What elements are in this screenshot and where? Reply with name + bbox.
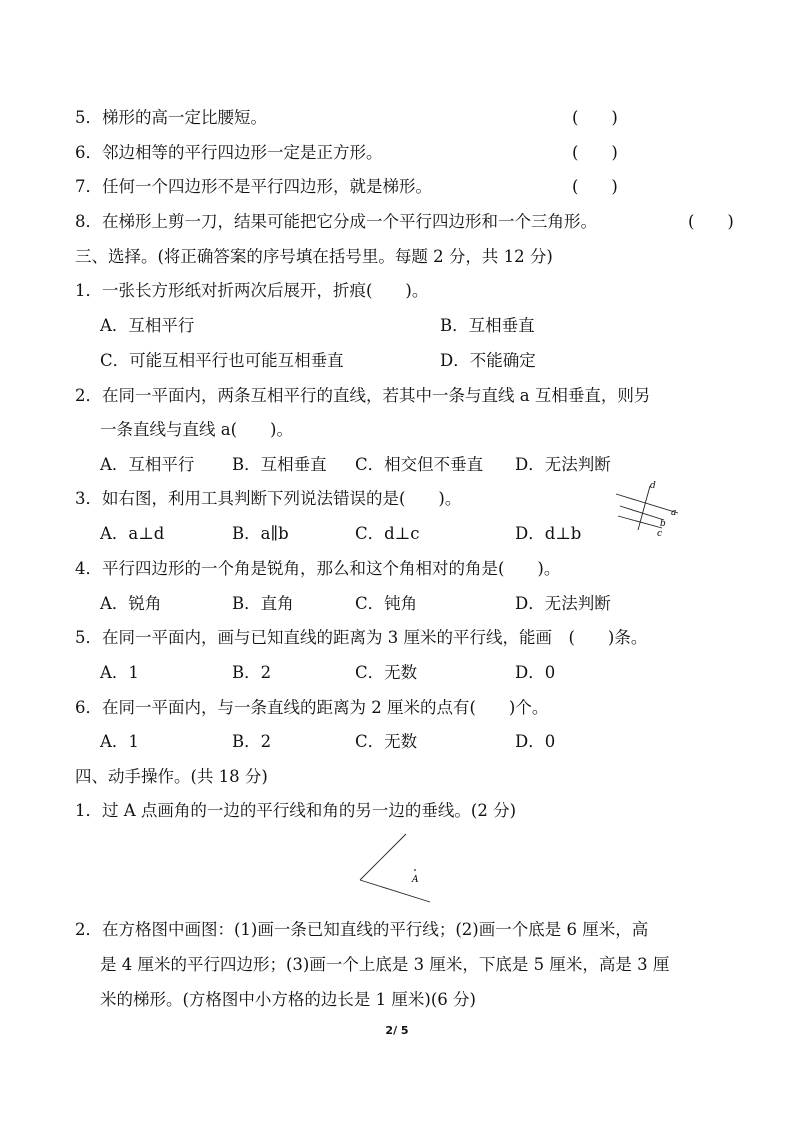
- q3-3-option-a: A．a⊥d: [100, 524, 165, 543]
- answer-paren-6[interactable]: ( ): [572, 143, 618, 162]
- q3-5-option-a: A．1: [100, 663, 139, 682]
- answer-paren-8[interactable]: ( ): [688, 212, 734, 231]
- point-a-label: A: [412, 875, 419, 885]
- page-number: 2/ 5: [385, 1024, 409, 1037]
- section-4-title: 四、动手操作。(共 18 分): [75, 767, 268, 786]
- q3-5-option-d: D．0: [515, 663, 556, 682]
- angle-ray-lower: [360, 880, 430, 902]
- q3-1-option-b: B．互相垂直: [440, 316, 535, 335]
- judge-item-8: 8．在梯形上剪一刀，结果可能把它分成一个平行四边形和一个三角形。: [75, 212, 597, 231]
- judge-item-6: 6．邻边相等的平行四边形一定是正方形。: [75, 143, 383, 162]
- label-a: a: [671, 508, 677, 518]
- question-4-2-line3: 米的梯形。(方格图中小方格的边长是 1 厘米)(6 分): [100, 990, 476, 1009]
- q3-4-option-c: C．钝角: [355, 594, 418, 613]
- lines-figure: [608, 476, 688, 540]
- question-3-1: 1．一张长方形纸对折两次后展开，折痕( )。: [75, 281, 429, 300]
- angle-ray-upper: [360, 834, 406, 880]
- question-3-5: 5．在同一平面内，画与已知直线的距离为 3 厘米的平行线，能画 ( )条。: [75, 628, 648, 647]
- q3-5-option-c: C．无数: [355, 663, 418, 682]
- judge-item-7: 7．任何一个四边形不是平行四边形，就是梯形。: [75, 177, 432, 196]
- question-3-2-line2: 一条直线与直线 a( )。: [100, 420, 293, 439]
- q3-2-option-a: A．互相平行: [100, 455, 195, 474]
- label-c: c: [657, 529, 663, 539]
- line-c: [618, 516, 662, 528]
- q3-3-option-c: C．d⊥c: [355, 524, 420, 543]
- q3-6-option-a: A．1: [100, 732, 139, 751]
- question-4-2-line1: 2．在方格图中画图：(1)画一条已知直线的平行线；(2)画一个底是 6 厘米，高: [75, 920, 649, 939]
- q3-4-option-d: D．无法判断: [515, 594, 611, 613]
- q3-6-option-b: B．2: [232, 732, 272, 751]
- answer-paren-7[interactable]: ( ): [572, 177, 618, 196]
- question-3-4: 4．平行四边形的一个角是锐角，那么和这个角相对的角是( )。: [75, 559, 561, 578]
- point-a-dot: [414, 869, 416, 871]
- section-3-title: 三、选择。(将正确答案的序号填在括号里。每题 2 分，共 12 分): [75, 247, 553, 266]
- label-b: b: [660, 519, 666, 529]
- q3-6-option-d: D．0: [515, 732, 556, 751]
- q3-1-option-c: C．可能互相平行也可能互相垂直: [100, 351, 344, 370]
- question-4-1: 1．过 A 点画角的一边的平行线和角的另一边的垂线。(2 分): [75, 801, 517, 820]
- question-3-2-line1: 2．在同一平面内，两条互相平行的直线，若其中一条与直线 a 互相垂直，则另: [75, 386, 651, 405]
- q3-3-option-b: B．a∥b: [232, 524, 289, 543]
- q3-2-option-c: C．相交但不垂直: [355, 455, 484, 474]
- q3-4-option-b: B．直角: [232, 594, 294, 613]
- q3-6-option-c: C．无数: [355, 732, 418, 751]
- q3-2-option-b: B．互相垂直: [232, 455, 327, 474]
- q3-3-option-d: D．d⊥b: [515, 524, 582, 543]
- angle-figure: [350, 830, 440, 906]
- q3-2-option-d: D．无法判断: [515, 455, 611, 474]
- q3-5-option-b: B．2: [232, 663, 272, 682]
- judge-item-5: 5．梯形的高一定比腰短。: [75, 108, 267, 127]
- label-d: d: [650, 481, 656, 491]
- answer-paren-5[interactable]: ( ): [572, 108, 618, 127]
- question-3-6: 6．在同一平面内，与一条直线的距离为 2 厘米的点有( )个。: [75, 698, 549, 717]
- question-4-2-line2: 是 4 厘米的平行四边形；(3)画一个上底是 3 厘米，下底是 5 厘米，高是 3 厘: [100, 955, 670, 974]
- q3-1-option-a: A．互相平行: [100, 316, 195, 335]
- question-3-3: 3．如右图，利用工具判断下列说法错误的是( )。: [75, 489, 462, 508]
- q3-4-option-a: A．锐角: [100, 594, 162, 613]
- q3-1-option-d: D．不能确定: [440, 351, 536, 370]
